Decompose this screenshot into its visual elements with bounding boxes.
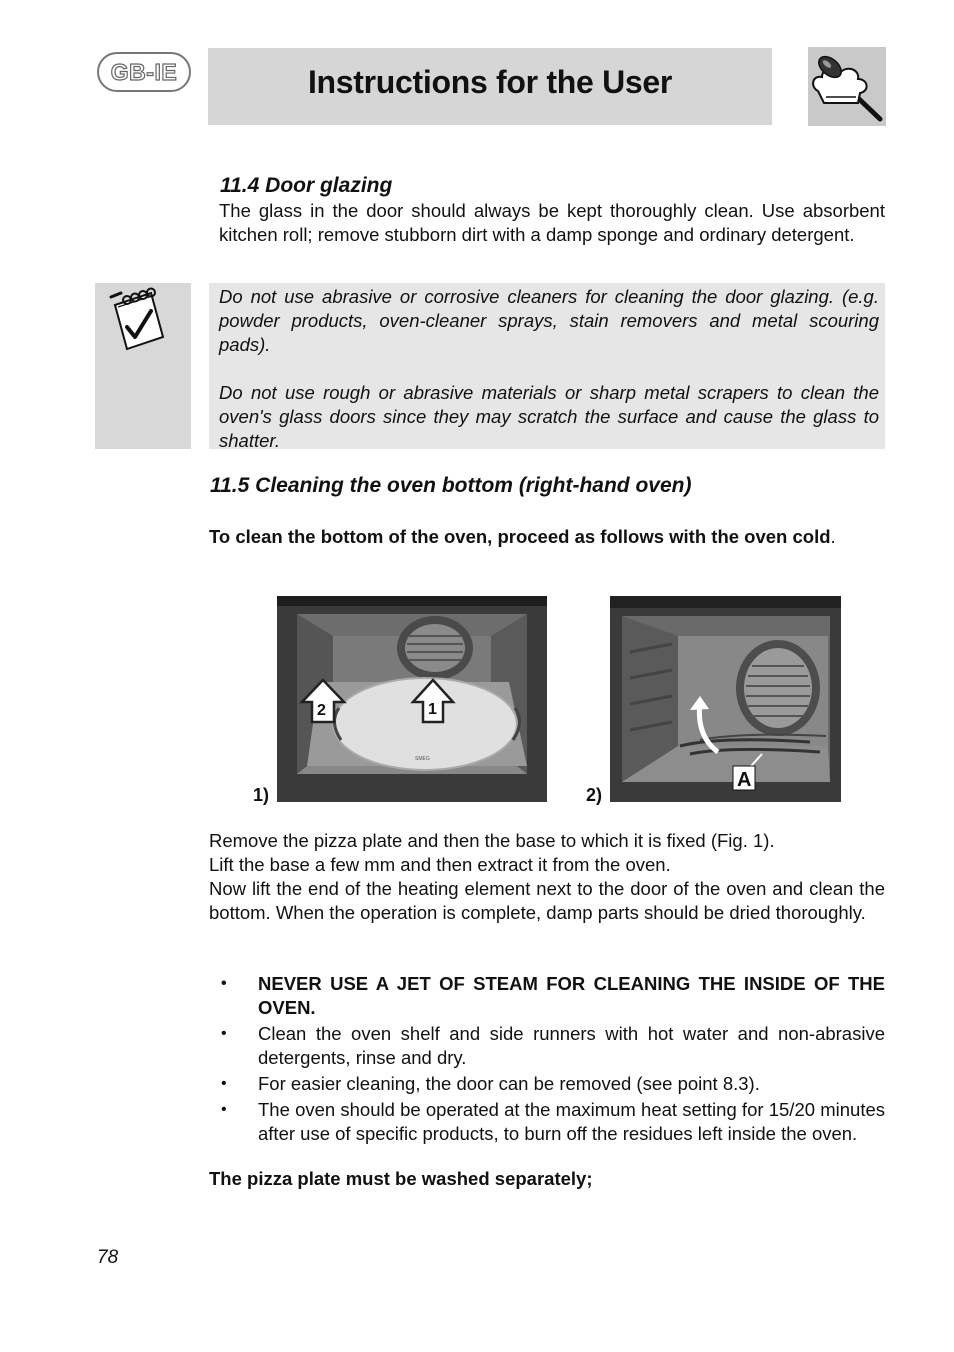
note-icon-panel	[95, 283, 191, 449]
intro-bold: To clean the bottom of the oven, proceed as follows with the oven cold	[209, 526, 831, 547]
intro-end: .	[830, 526, 836, 547]
chef-hat-spoon-icon	[808, 47, 886, 126]
step-1: Remove the pizza plate and then the base to which it is fixed (Fig. 1).	[209, 830, 775, 851]
step-3: Now lift the end of the heating element next to the door of the oven and clean the bottom. When the operation is complete, damp parts should be dried thoroughly.	[209, 878, 885, 923]
bullet-icon: •	[221, 1075, 227, 1092]
bullet-icon: •	[221, 1025, 227, 1042]
callout-a: A	[737, 769, 752, 791]
section-heading-oven-bottom: 11.5 Cleaning the oven bottom (right-hand oven)	[210, 474, 692, 497]
figure-2-oven-interior	[610, 596, 841, 802]
region-badge: GB-IE	[97, 52, 191, 92]
list-item: • NEVER USE A JET OF STEAM FOR CLEANING THE INSIDE OF THE OVEN.	[221, 973, 885, 1018]
cleaning-tips-list	[215, 972, 885, 1148]
notepad-check-icon	[105, 287, 171, 353]
section-heading-door-glazing: 11.4 Door glazing	[220, 174, 393, 197]
arrow-label-2: 2	[317, 702, 326, 719]
page-title: Instructions for the User	[307, 64, 673, 100]
svg-text:SMEG: SMEG	[415, 756, 430, 762]
figure-1-oven-interior	[277, 596, 547, 802]
title-bar	[208, 48, 772, 125]
note-paragraph: Do not use rough or abrasive materials or sharp metal scrapers to clean the oven's glass doors since they may scratch the surface and cause the glass to shatter.	[219, 382, 879, 451]
intro-paragraph	[209, 525, 885, 549]
figure-2-label: 2)	[586, 785, 603, 805]
bullet-icon: •	[221, 975, 227, 992]
note-paragraph: Do not use abrasive or corrosive cleaners for cleaning the door glazing. (e.g. powder products, oven-cleaner sprays, stain removers and metal scouring pads).	[219, 286, 879, 355]
list-item: • Clean the oven shelf and side runners with hot water and non-abrasive detergents, rinse and dry.	[221, 1023, 885, 1068]
page-number: 78	[97, 1247, 119, 1268]
figure-1-label: 1)	[253, 785, 270, 805]
door-glazing-paragraph: The glass in the door should always be kept thoroughly clean. Use absorbent kitchen roll; remove stubborn dirt with a damp sponge and ordinary detergent.	[219, 200, 885, 245]
arrow-label-1: 1	[428, 701, 437, 718]
closing-note: The pizza plate must be washed separately;	[209, 1168, 593, 1189]
warning-note	[209, 283, 885, 449]
list-item: • For easier cleaning, the door can be removed (see point 8.3).	[221, 1073, 760, 1094]
bullet-icon: •	[221, 1101, 227, 1118]
list-item: • The oven should be operated at the maximum heat setting for 15/20 minutes after use of specific products, to burn off the residues left inside the oven.	[221, 1099, 885, 1144]
step-2: Lift the base a few mm and then extract it from the oven.	[209, 854, 671, 875]
